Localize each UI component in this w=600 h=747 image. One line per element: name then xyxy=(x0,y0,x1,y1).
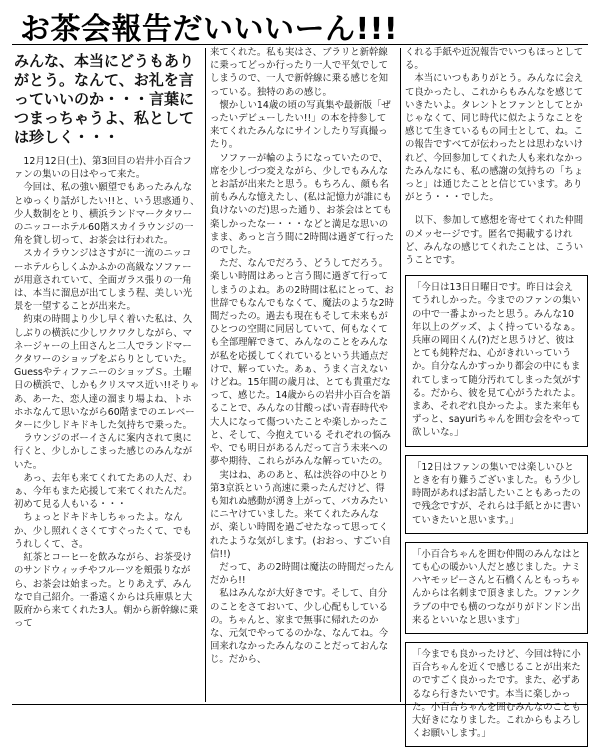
paragraph: ただ、なんでだろう、どうしてだろう。楽しい時間はあっと言う間に過ぎて行ってしまうのよね。あの2時間は私にとって、お世辞でもなんでもなくて、魔法のような2時間だったの。過去も現在もそして未来もがひとつの空間に同居していて、何もなくても全部理解できて、みんなのことをみんなが私を応援してくれているという共通点だけで、解っていた。あぁ、うまく言えないけどね。15年間の歳月は、とても貴重だなって、感じた。14歳からの岩井小百合を語ることで、みんなの甘酸っぱい青春時代や大人になって傷ついたことや楽しかったこと、そして、今抱えている それぞれの悩みや、でも明日があるんだって言う未来への夢や期待、これらがみんな解っていたの。 xyxy=(210,258,394,468)
bottom-rule xyxy=(12,704,588,705)
paragraph: 約束の時間より少し早く着いた私は、久しぶりの横浜に少しワクワクしながら、マネージャーの上田さんと二人でランドマークタワーのショップをぶらりとしていた。GuessやティファニーのショップＳ。土曜日の横浜で、しかもクリスマス近い!!そりゃあ、あーた、恋人達の溜まり場よね、トホホホなんて思いながら60階までのエレベーターに少しドキドキした気持ちで乗った。 xyxy=(14,314,200,432)
paragraph: 来てくれた。私も実はさ、ブラリと新幹線に乗ってどっか行ったり一人で平気でしてしまうので、一人で新幹線に乗る感じを知っている。独特のあの感じ。 xyxy=(210,47,388,98)
paragraph: くれる手紙や近況報告でいつもほっとしてる。 xyxy=(405,47,584,72)
paragraph: 実はね、あのあと、私は渋谷の中ひとり第3京浜という高速に乗ったんだけど、得も知れぬ感動が湧き上がって、バカみたいにニヤけていました。来てくれたみんなが、楽しい時間を過ごせたなって思ってくれたような気がします。(おおっ、すごい自信!!) xyxy=(210,469,392,560)
paragraph: 私はみんなが大好きです。そして、自分のことをさておいて、少し心配もしているの。ちゃんと、家まで無事に帰れたのかな、元気でやってるのかな、なんてね。今回来れなかったみんなのことだっておんなじ。だから、 xyxy=(210,588,389,666)
title-rule xyxy=(12,44,588,45)
paragraph: 以下、参加して感想を寄せてくれた仲間のメッセージです。匿名で掲載するけれど、みんなの感じてくれたことは、こういうことです。 xyxy=(405,215,584,267)
column-divider-2 xyxy=(400,48,401,702)
paragraph: あっ、去年も来てくれてたあの人だ、わぁ、今年もまた応援して来てくれたんだ。初めて見る人もいる・・・ xyxy=(14,472,193,511)
fan-message-box: 「小百合ちゃんを囲む仲間のみんなはとても心の暖かい人だと感じました。ナミハヤモッピーさんと石橋くんともっちゃんからは名刺まで頂きました。ファンクラブの中でも横のつながりがドンドン出来るといいなと思います」 xyxy=(405,542,588,634)
column-divider-1 xyxy=(205,48,206,702)
paragraph: 懐かしい14歳の頃の写真集や最新版「ぜったいデビューしたい!!」の本を持参して来てくれたみんなにサインしたり写真撮ったり。 xyxy=(210,99,391,151)
paragraph: 今回は、私の強い願望でもあったみんなとゆっくり話がしたい!!と、いう思惑通り、少人数制をとり、横浜ランドマークタワーのニッコーホテル60階スカイラウンジの一角を貸し切って、お茶会は行われた。 xyxy=(14,182,200,247)
paragraph: だって、あの2時間は魔法の時間だったんだから!! xyxy=(210,561,394,587)
column-1 xyxy=(14,46,200,702)
paragraph: 12月12日(土)、第3回目の岩井小百合ファンの集いの日はやって来た。 xyxy=(14,156,192,181)
paragraph: ラウンジのボーイさんに案内されて奥に行くと、少しかしこまった感じのみんながいた。 xyxy=(14,433,193,471)
paragraph: 本当にいつもありがとう。みんなに会えて良かったし、これからもみんなを感じていきたいよ。タレントとファンとしてとかじゃなくて、同じ時代に似たようなことを感じて生きているもの同士として、ね。この報告ですべてが伝わったとは思わないけれど、今回参加してくれた人も来れなかったみんなにも、私の感謝の気持ちの「ちょっと」は通じたことと信じています。ありがとう・・・でした。 xyxy=(405,73,584,204)
paragraph: スカイラウンジはさすがに一流のニッコーホテルらしくふかふかの高級なソファーが用意されていて、全面ガラス張りの一角は、本当に溜息が出てしまう程、美しい光景を一望することが出来た。 xyxy=(14,248,193,313)
column-3 xyxy=(405,46,588,740)
paragraph: 紅茶とコーヒーを飲みながら、お茶受けのサンドウィッチやフルーツを頬張りながら、お茶会は始まった。とりあえず、みんなで自己紹介。一番遠くからは兵庫県と大阪府から来てくれた3人。朝から新幹線に乗って xyxy=(14,552,199,630)
paragraph: ちょっとドキドキしちゃったよ。なんか、少し照れくさくてすぐったくて、でもうれしくて、さ。 xyxy=(14,512,192,550)
intro-lead: みんな、本当にどうもありがとう。なんて、お礼を言っていいのか・・・言葉につまっちゃうよ、私としては珍しく・・・ xyxy=(14,52,195,146)
fan-message-box: 「今までも良かったけど、今回は特に小百合ちゃんを近くで感じることが出来たのですごく良かったです。また、必ずあるなら行きたいです。本当に楽しかった。小百合ちゃんを囲むみんなのことも大好きになりました。これからもよろしくお願いします。」 xyxy=(405,642,588,747)
page-title: お茶会報告だいいいーん!!! xyxy=(20,12,399,47)
fan-message-box: 「12日はファンの集いでは楽しいひとときを有り難うございました。もう少し時間があればお話したいこともあったので残念ですが、それらは手紙とかに書いていきたいと思います。」 xyxy=(405,455,588,534)
fan-message-box: 「今日は13日日曜日です。昨日は会えてうれしかった。今までのファンの集いの中で一番よかったと思う。みんな10年以上のグッズ、よく持っているなぁ。兵庫の岡田くん(?)だと思うけど、彼はとても純粋だね、心がきれいっていうか。自分なんかすっかり都会の中にもまれてしまって随分汚れてしまった気がする。だから、彼を見て心がうたれたよ。まあ、それぞれ良かったよ。また来年もずっと、sayuriちゃんを囲む会をやって欲しいな。」 xyxy=(405,275,588,446)
paragraph: ソファーが輪のようになっていたので、席を少しづつ変えながら、少しでもみんなとお話が出来たと思う。もちろん、顔も名前もみんな憶えたし、(私は記憶力が誰にも負けないのだ)思った通り、お茶会はとても楽しかったなー・・・などと満足な思いのまま、あっと言う間に2時間は過ぎて行ったのでした。 xyxy=(210,152,394,257)
column-2 xyxy=(210,46,394,702)
